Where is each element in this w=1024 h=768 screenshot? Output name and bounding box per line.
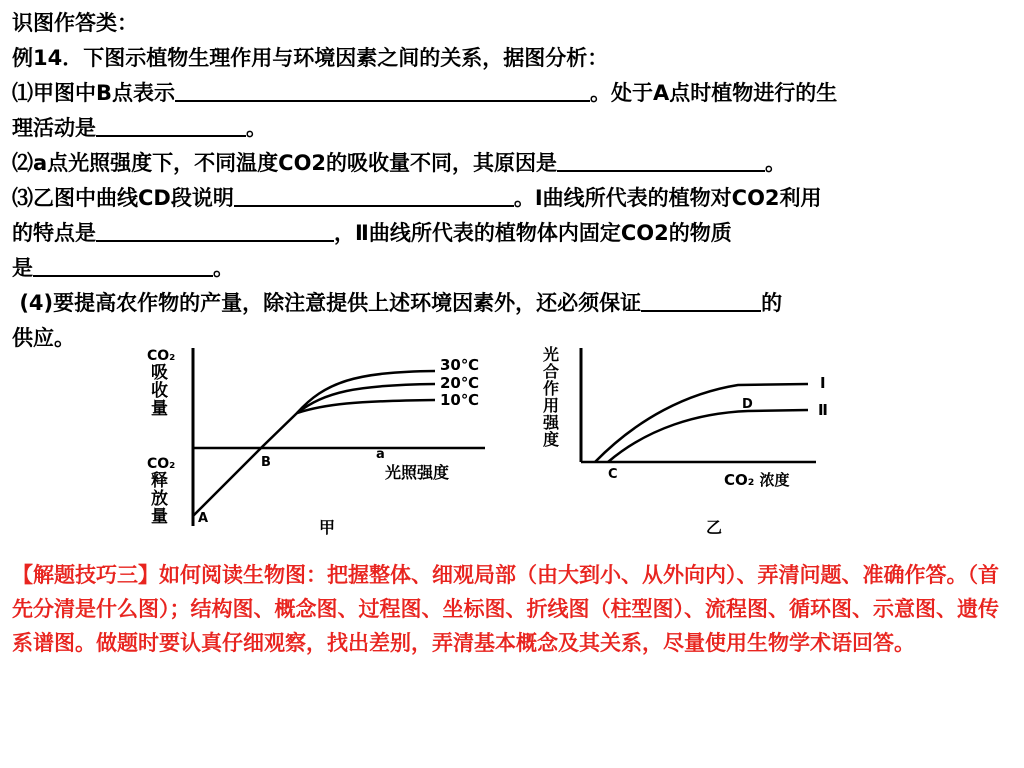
yi-curve-I (595, 384, 808, 462)
q3-blank-1[interactable] (234, 183, 514, 207)
q3-line1 (12, 181, 1017, 216)
jia-y-upper-2: 收 (151, 381, 168, 401)
q2-num: ⑵ (12, 151, 33, 175)
q1-text-a: 甲图中B点表示 (33, 81, 176, 105)
section-title: 识图作答类： (12, 11, 138, 35)
yi-point-D: D (742, 397, 753, 412)
q3-text-c: 的特点是 (12, 221, 96, 245)
jia-caption: 甲 (319, 518, 336, 537)
jia-label-30c: 30℃ (440, 356, 480, 374)
jia-label-20c: 20℃ (440, 374, 480, 392)
q1-end: 。 (246, 116, 267, 140)
q3-num: ⑶ (12, 186, 33, 210)
q1-num: ⑴ (12, 81, 33, 105)
q4-num: (4) (19, 291, 54, 315)
q1-line1 (12, 76, 1017, 111)
jia-point-B: B (261, 455, 271, 470)
q3-text-a: 乙图中曲线CD段说明 (33, 186, 234, 210)
jia-label-10c: 10℃ (440, 391, 480, 409)
q2-text-a: a点光照强度下，不同温度CO2的吸收量不同，其原因是 (33, 151, 558, 175)
jia-curve-30c (193, 371, 435, 516)
solving-tip: 【解题技巧三】如何阅读生物图：把握整体、细观局部（由大到小、从外向内）、弄清问题、准确作答。（首先分清是什么图）；结构图、概念图、过程图、坐标图、折线图（柱型图）、流程图、循环图、示意图、遗传系谱图。做题时要认真仔细观察，找出差别，弄清基本概念及其关系，尽量使用生物学术语回答。 (12, 563, 999, 655)
jia-y-lower-2: 放 (151, 489, 168, 509)
q3-text-b: 。Ⅰ曲线所代表的植物对CO2利用 (513, 186, 822, 210)
q3-text-e: 是 (12, 256, 33, 280)
jia-y-upper-3: 量 (151, 399, 168, 419)
q3-line3 (12, 251, 1017, 286)
jia-y-upper-co2: CO₂ (147, 348, 176, 364)
yi-y-3: 作 (543, 379, 560, 398)
yi-label-I: Ⅰ (820, 374, 826, 392)
q1-line2 (12, 111, 1017, 146)
q1-blank-2[interactable] (96, 113, 246, 137)
jia-y-upper-1: 吸 (151, 363, 168, 383)
q4-text-a: 要提高农作物的产量，除注意提供上述环境因素外，还必须保证 (53, 291, 642, 315)
q3-end: 。 (213, 256, 234, 280)
q3-blank-3[interactable] (33, 253, 213, 277)
q1-text-c: 理活动是 (12, 116, 96, 140)
yi-x-label: CO₂ 浓度 (724, 471, 790, 489)
question-block (12, 6, 1017, 356)
yi-y-6: 度 (543, 430, 560, 449)
jia-point-A: A (198, 511, 209, 526)
q4-line1 (12, 286, 1017, 321)
example-heading: 例14．下图示植物生理作用与环境因素之间的关系，据图分析： (12, 46, 609, 70)
q4-text-b: 的 (761, 291, 783, 315)
jia-y-lower-co2: CO₂ (147, 456, 176, 472)
yi-y-1: 光 (543, 345, 560, 364)
q2-line (12, 146, 1017, 181)
yi-caption: 乙 (706, 518, 723, 537)
q4-text-c: 供应。 (12, 326, 75, 350)
q2-end: 。 (765, 151, 787, 175)
q3-blank-2[interactable] (96, 218, 334, 242)
q1-blank-1[interactable] (175, 78, 590, 102)
q1-text-b: 。处于A点时植物进行的生 (590, 81, 838, 105)
figure-yi (538, 338, 848, 538)
yi-curve-II (608, 410, 808, 462)
jia-x-label: 光照强度 (385, 463, 450, 482)
yi-label-II: Ⅱ (818, 401, 828, 419)
q3-line2 (12, 216, 1017, 251)
jia-y-lower-3: 量 (151, 507, 168, 527)
q2-blank[interactable] (557, 148, 765, 172)
q4-blank[interactable] (641, 288, 761, 312)
yi-y-4: 用 (543, 396, 560, 415)
jia-y-lower-1: 释 (151, 471, 168, 491)
yi-y-5: 强 (543, 413, 560, 432)
q3-text-d: ，Ⅱ曲线所代表的植物体内固定CO2的物质 (334, 221, 732, 245)
yi-point-C: C (608, 467, 618, 482)
jia-point-a: a (376, 447, 385, 462)
figure-jia (135, 338, 515, 538)
yi-y-2: 合 (543, 362, 560, 381)
